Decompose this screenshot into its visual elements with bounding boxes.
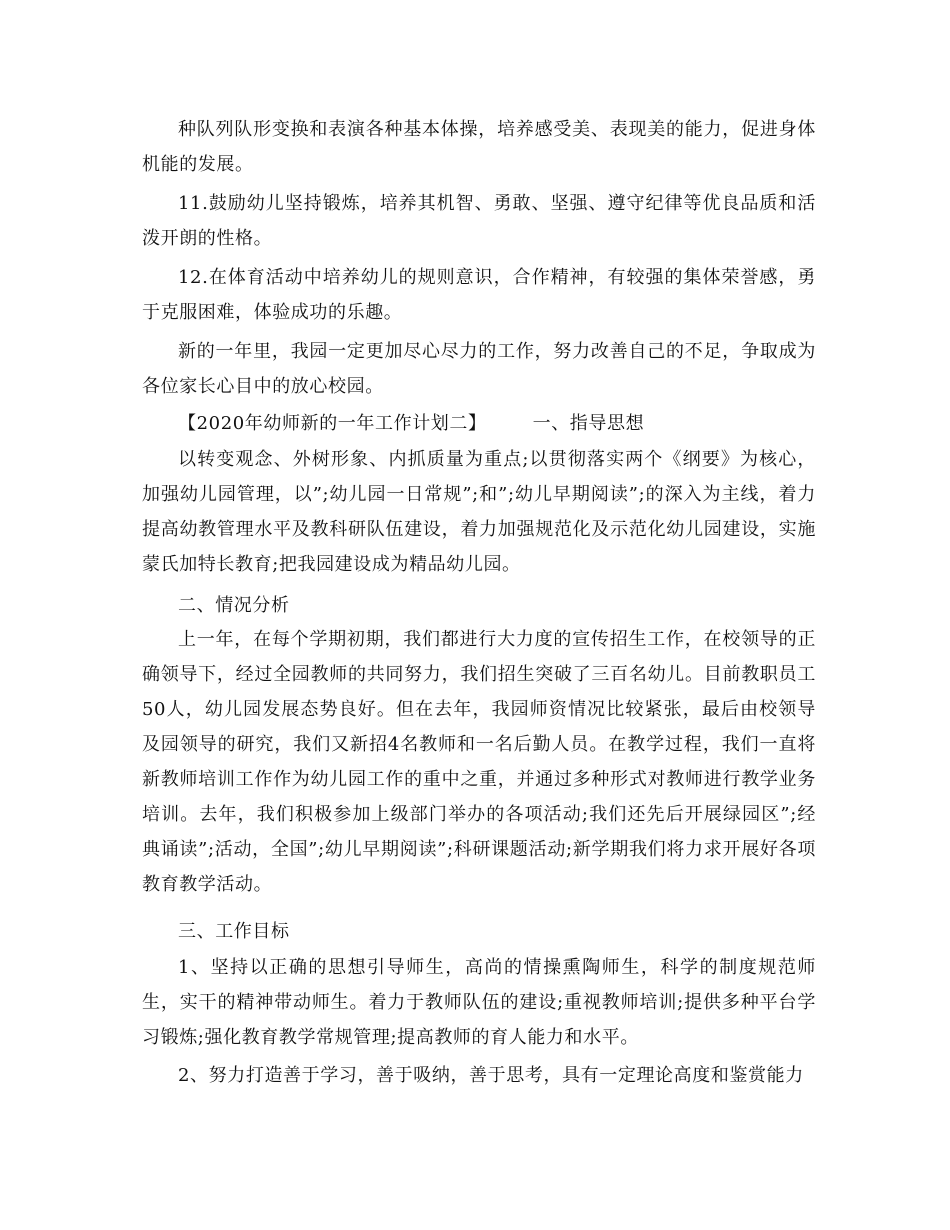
- paragraph-item-12: 12.在体育活动中培养幼儿的规则意识，合作精神，有较强的集体荣誉感，勇于克服困难，体验成功的乐趣。: [142, 267, 816, 323]
- heading-work-goals: 三、工作目标: [178, 921, 290, 942]
- paragraph-item-11: 11.鼓励幼儿坚持锻炼，培养其机智、勇敢、坚强、遵守纪律等优良品质和活泼开朗的性格。: [142, 193, 816, 249]
- section-guiding-ideology: 一、指导思想: [532, 413, 645, 434]
- paragraph-situation-analysis: 上一年，在每个学期初期，我们都进行大力度的宣传招生工作，在校领导的正确领导下，经过全园教师的共同努力，我们招生突破了三百名幼儿。目前教职员工50人，幼儿园发展态势良好。但在去年，我园师资情况比较紧张，最后由校领导及园领导的研究，我们又新招4名教师和一名后勤人员。在教学过程，我们一直将新教师培训工作作为幼儿园工作的重中之重，并通过多种形式对教师进行教学业务培训。去年，我们积极参加上级部门举办的各项活动;我们还先后开展绿园区”;经典诵读”;活动，全国”;幼儿早期阅读”;科研课题活动;新学期我们将力求开展好各项教育教学活动。: [142, 629, 816, 895]
- paragraph-goal-2: 2、努力打造善于学习，善于吸纳，善于思考，具有一定理论高度和鉴赏能力: [178, 1065, 804, 1086]
- section-heading-plan-two: [142, 406, 816, 441]
- paragraph-body-1: 种队列队形变换和表演各种基本体操，培养感受美、表现美的能力，促进身体机能的发展。: [142, 119, 816, 175]
- plan-title: 【2020年幼师新的一年工作计划二】: [178, 413, 487, 434]
- paragraph-guiding-ideology: 以转变观念、外树形象、内抓质量为重点;以贯彻落实两个《纲要》为核心，加强幼儿园管理，以”;幼儿园一日常规”;和”;幼儿早期阅读”;的深入为主线，着力提高幼教管理水平及教科研队伍建设，着力加强规范化及示范化幼儿园建设，实施蒙氏加特长教育;把我园建设成为精品幼儿园。: [142, 449, 816, 575]
- paragraph-closing: 新的一年里，我园一定更加尽心尽力的工作，努力改善自己的不足，争取成为各位家长心目中的放心校园。: [142, 341, 816, 397]
- heading-situation-analysis: 二、情况分析: [178, 595, 290, 616]
- paragraph-goal-1: 1、坚持以正确的思想引导师生，高尚的情操熏陶师生，科学的制度规范师生，实干的精神带动师生。着力于教师队伍的建设;重视教师培训;提供多种平台学习锻炼;强化教育教学常规管理;提高教师的育人能力和水平。: [142, 957, 816, 1048]
